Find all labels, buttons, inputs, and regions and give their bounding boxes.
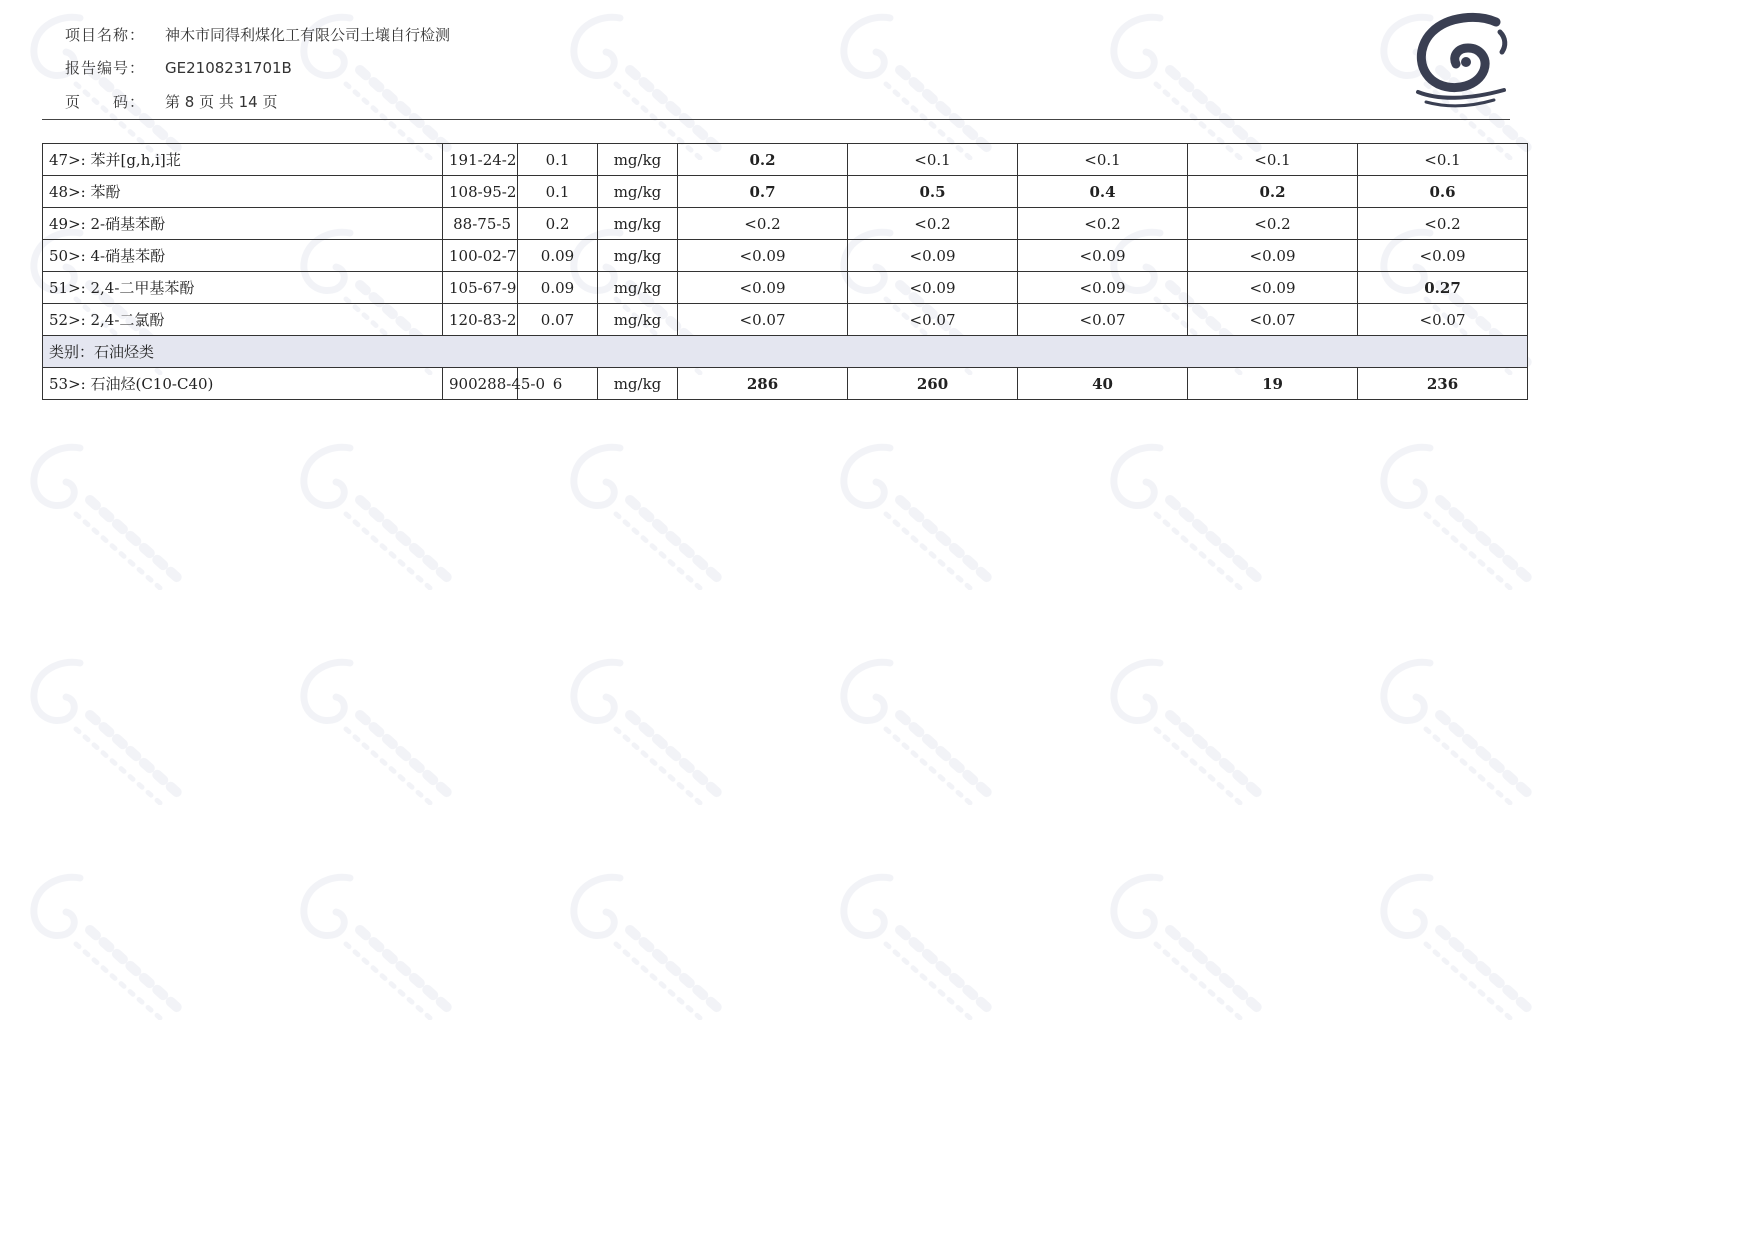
watermark-logo-icon (830, 440, 1000, 590)
results-table (42, 143, 1528, 400)
detection-limit-cell: 0.09 (518, 240, 598, 272)
table-row (43, 304, 1528, 336)
table-row (43, 368, 1528, 400)
watermark-logo-icon (290, 870, 460, 1020)
sample-value-cell: <0.09 (848, 240, 1018, 272)
cas-number-cell: 105-67-9 (443, 272, 518, 304)
unit-cell: mg/kg (598, 368, 678, 400)
sample-value-cell: <0.07 (678, 304, 848, 336)
watermark-logo-icon (20, 655, 190, 805)
sample-value-cell: <0.2 (1188, 208, 1358, 240)
sample-value-cell: 286 (678, 368, 848, 400)
unit-cell: mg/kg (598, 240, 678, 272)
cas-number-cell: 900288-45-0 (443, 368, 518, 400)
sample-value-cell: <0.09 (1358, 240, 1528, 272)
sample-value-cell: 0.27 (1358, 272, 1528, 304)
watermark-logo-icon (1100, 10, 1270, 160)
cas-number-cell: 88-75-5 (443, 208, 518, 240)
sample-value-cell: <0.09 (1188, 240, 1358, 272)
watermark-logo-icon (1100, 870, 1270, 1020)
item-name-cell: 52>: 2,4-二氯酚 (43, 304, 443, 336)
sample-value-cell: 0.7 (678, 176, 848, 208)
sample-value-cell: 236 (1358, 368, 1528, 400)
detection-limit-cell: 6 (518, 368, 598, 400)
sample-value-cell: <0.07 (848, 304, 1018, 336)
unit-cell: mg/kg (598, 272, 678, 304)
item-name-cell: 53>: 石油烃(C10-C40) (43, 368, 443, 400)
project-name-value: 神木市同得利煤化工有限公司土壤自行检测 (165, 26, 451, 44)
sample-value-cell: <0.09 (848, 272, 1018, 304)
table-row (43, 144, 1528, 176)
table-row (43, 208, 1528, 240)
item-name-cell: 49>: 2-硝基苯酚 (43, 208, 443, 240)
watermark-logo-icon (20, 440, 190, 590)
sample-value-cell: 0.4 (1018, 176, 1188, 208)
sample-value-cell: <0.2 (848, 208, 1018, 240)
sample-value-cell: <0.09 (1018, 240, 1188, 272)
watermark-logo-icon (1100, 655, 1270, 805)
header-divider (42, 119, 1510, 120)
sample-value-cell: <0.09 (1188, 272, 1358, 304)
sample-value-cell: <0.1 (1188, 144, 1358, 176)
sample-value-cell: 0.2 (1188, 176, 1358, 208)
sample-value-cell: 260 (848, 368, 1018, 400)
watermark-logo-icon (560, 440, 730, 590)
unit-cell: mg/kg (598, 144, 678, 176)
watermark-logo-icon (560, 10, 730, 160)
category-label: 类别：石油烃类 (43, 336, 1528, 368)
table-row (43, 272, 1528, 304)
cas-number-cell: 100-02-7 (443, 240, 518, 272)
detection-limit-cell: 0.07 (518, 304, 598, 336)
unit-cell: mg/kg (598, 176, 678, 208)
report-number-field (65, 57, 292, 78)
watermark-logo-icon (1100, 440, 1270, 590)
sample-value-cell: <0.1 (1358, 144, 1528, 176)
cas-number-cell: 191-24-2 (443, 144, 518, 176)
sample-value-cell: <0.07 (1358, 304, 1528, 336)
sample-value-cell: 0.5 (848, 176, 1018, 208)
detection-limit-cell: 0.1 (518, 176, 598, 208)
page-number-label: 页 码： (65, 93, 146, 111)
project-name-label: 项目名称： (65, 26, 146, 44)
watermark-logo-icon (1370, 870, 1540, 1020)
detection-limit-cell: 0.09 (518, 272, 598, 304)
category-row (43, 336, 1528, 368)
watermark-logo-icon (830, 655, 1000, 805)
sample-value-cell: <0.07 (1018, 304, 1188, 336)
watermark-logo-icon (1370, 655, 1540, 805)
table-row (43, 240, 1528, 272)
company-logo-icon (1408, 12, 1518, 110)
sample-value-cell: 0.6 (1358, 176, 1528, 208)
sample-value-cell: <0.07 (1188, 304, 1358, 336)
cas-number-cell: 108-95-2 (443, 176, 518, 208)
detection-limit-cell: 0.2 (518, 208, 598, 240)
cas-number-cell: 120-83-2 (443, 304, 518, 336)
watermark-logo-icon (830, 870, 1000, 1020)
sample-value-cell: <0.2 (1018, 208, 1188, 240)
item-name-cell: 48>: 苯酚 (43, 176, 443, 208)
item-name-cell: 50>: 4-硝基苯酚 (43, 240, 443, 272)
sample-value-cell: <0.09 (678, 272, 848, 304)
unit-cell: mg/kg (598, 208, 678, 240)
sample-value-cell: <0.2 (1358, 208, 1528, 240)
sample-value-cell: 0.2 (678, 144, 848, 176)
report-number-label: 报告编号： (65, 59, 146, 77)
sample-value-cell: 40 (1018, 368, 1188, 400)
watermark-logo-icon (20, 870, 190, 1020)
unit-cell: mg/kg (598, 304, 678, 336)
item-name-cell: 51>: 2,4-二甲基苯酚 (43, 272, 443, 304)
sample-value-cell: <0.09 (1018, 272, 1188, 304)
page-number-field (65, 91, 277, 112)
table-row (43, 176, 1528, 208)
project-name-field (65, 24, 450, 45)
watermark-logo-icon (830, 10, 1000, 160)
sample-value-cell: <0.09 (678, 240, 848, 272)
detection-limit-cell: 0.1 (518, 144, 598, 176)
sample-value-cell: <0.1 (848, 144, 1018, 176)
item-name-cell: 47>: 苯并[g,h,i]苝 (43, 144, 443, 176)
watermark-logo-icon (1370, 440, 1540, 590)
sample-value-cell: <0.2 (678, 208, 848, 240)
report-number-value: GE2108231701B (165, 59, 292, 77)
watermark-logo-icon (560, 870, 730, 1020)
sample-value-cell: 19 (1188, 368, 1358, 400)
watermark-logo-icon (290, 655, 460, 805)
page-number-value: 第 8 页 共 14 页 (165, 93, 278, 111)
watermark-logo-icon (290, 440, 460, 590)
watermark-logo-icon (560, 655, 730, 805)
sample-value-cell: <0.1 (1018, 144, 1188, 176)
